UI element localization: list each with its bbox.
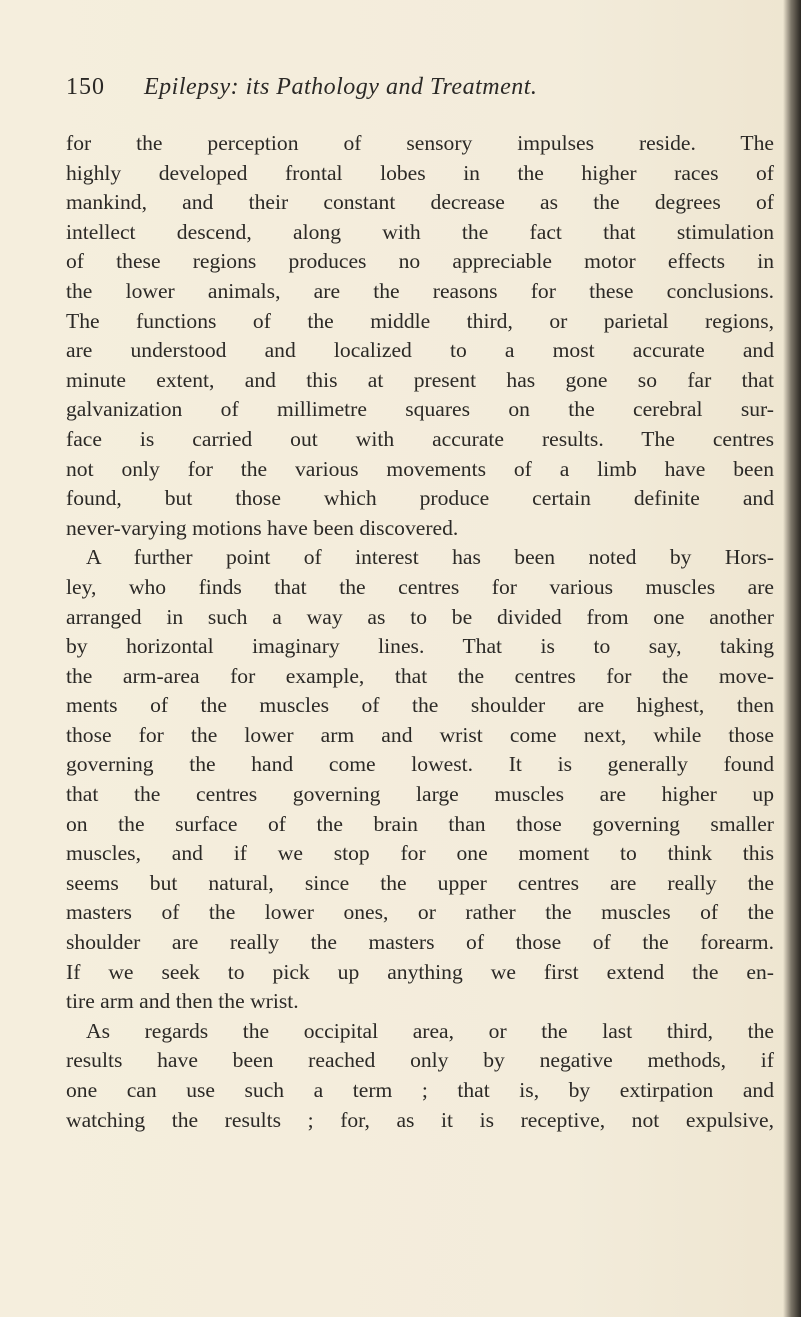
text-line: never-varying motions have been discovered. bbox=[66, 515, 459, 540]
text-line: highly developed frontal lobes in the higher races of bbox=[66, 160, 774, 185]
text-line: minute extent, and this at present has gone so far that bbox=[66, 367, 774, 392]
text-line: of these regions produces no appreciable motor effects in bbox=[66, 249, 774, 274]
text-line: intellect descend, along with the fact that stimulation bbox=[66, 219, 774, 244]
body-text bbox=[66, 129, 774, 1135]
text-line: tire arm and then the wrist. bbox=[66, 989, 299, 1014]
text-line: on the surface of the brain than those governing smaller bbox=[66, 811, 774, 836]
text-line: found, but those which produce certain definite and bbox=[66, 486, 774, 511]
text-line: masters of the lower ones, or rather the muscles of the bbox=[66, 900, 774, 925]
text-line: the arm-area for example, that the centres for the move- bbox=[66, 663, 774, 688]
text-line: A further point of interest has been noted by Hors- bbox=[86, 545, 774, 570]
text-line: shoulder are really the masters of those of the forearm. bbox=[66, 930, 774, 955]
text-line: those for the lower arm and wrist come next, while those bbox=[66, 722, 774, 747]
text-line: galvanization of millimetre squares on the cerebral sur- bbox=[66, 397, 774, 422]
text-line: arranged in such a way as to be divided from one another bbox=[66, 604, 774, 629]
running-title: Epilepsy: its Pathology and Treatment. bbox=[144, 74, 538, 100]
page-header bbox=[66, 74, 766, 110]
text-line: one can use such a term ; that is, by extirpation and bbox=[66, 1078, 774, 1102]
text-line: mankind, and their constant decrease as the degrees of bbox=[66, 190, 774, 215]
text-line: the lower animals, are the reasons for these conclusions. bbox=[66, 278, 774, 303]
text-line: governing the hand come lowest. It is generally found bbox=[66, 752, 774, 777]
text-line: ments of the muscles of the shoulder are highest, then bbox=[66, 693, 774, 718]
text-line: results have been reached only by negative methods, if bbox=[66, 1048, 774, 1073]
page-number: 150 bbox=[66, 74, 105, 100]
page-edge-shadow bbox=[783, 0, 801, 1317]
text-line: The functions of the middle third, or parietal regions, bbox=[66, 308, 774, 333]
text-line: ley, who finds that the centres for various muscles are bbox=[66, 574, 774, 599]
text-line: As regards the occipital area, or the last third, the bbox=[86, 1018, 774, 1043]
text-line: face is carried out with accurate results. The centres bbox=[66, 426, 774, 451]
text-line: seems but natural, since the upper centres are really the bbox=[66, 870, 774, 895]
text-line: If we seek to pick up anything we first extend the en- bbox=[66, 959, 774, 984]
text-line: muscles, and if we stop for one moment to think this bbox=[66, 841, 774, 866]
text-line: watching the results ; for, as it is receptive, not expulsive, bbox=[66, 1107, 774, 1132]
text-line: by horizontal imaginary lines. That is to say, taking bbox=[66, 634, 774, 659]
text-line: not only for the various movements of a limb have been bbox=[66, 456, 774, 481]
text-line: are understood and localized to a most accurate and bbox=[66, 338, 774, 363]
text-line: that the centres governing large muscles are higher up bbox=[66, 782, 774, 807]
text-line: for the perception of sensory impulses reside. The bbox=[66, 131, 774, 155]
